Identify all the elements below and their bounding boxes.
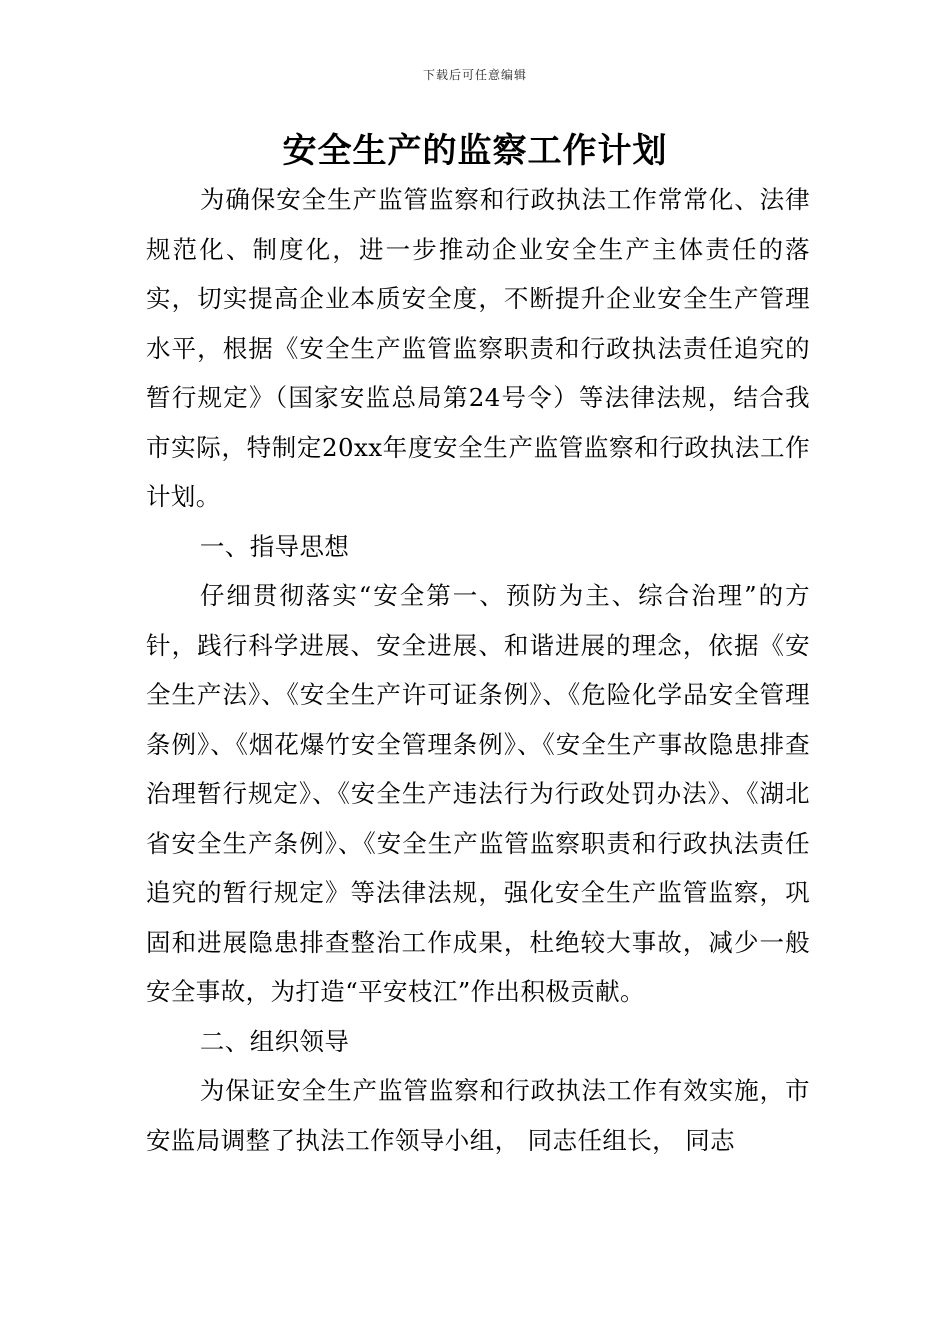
intro-paragraph: 为确保安全生产监管监察和行政执法工作常常化、法律规范化、制度化，进一步推动企业安全生产主体责任的落实，切实提高企业本质安全度，不断提升企业安全生产管理水平，根据《安全生产监管监察职责和行政执法责任追究的暂行规定》（国家安监总局第24号令）等法律法规，结合我市实际，特制定20xx年度安全生产监管监察和行政执法工作计划。: [146, 185, 810, 511]
section-heading-organization: 二、组织领导: [199, 1026, 350, 1056]
organization-paragraph: 为保证安全生产监管监察和行政执法工作有效实施，市安监局调整了执法工作领导小组， 同志任组长， 同志: [146, 1076, 810, 1155]
document-body: [146, 175, 810, 1165]
document-title: 安全生产的监察工作计划: [282, 131, 668, 171]
header-note: 下载后可任意编辑: [422, 68, 527, 82]
guiding-ideology-paragraph: 仔细贯彻落实“安全第一、预防为主、综合治理”的方针，践行科学进展、安全进展、和谐进展的理念，依据《安全生产法》、《安全生产许可证条例》、《危险化学品安全管理条例》、《烟花爆竹安全管理条例》、《安全生产事故隐患排查治理暂行规定》、《安全生产违法行为行政处罚办法》、《湖北省安全生产条例》、《安全生产监管监察职责和行政执法责任追究的暂行规定》等法律法规，强化安全生产监管监察，巩固和进展隐患排查整治工作成果，杜绝较大事故，减少一般安全事故，为打造“平安枝江”作出积极贡献。: [146, 581, 810, 1006]
section-heading-guiding-ideology: 一、指导思想: [199, 531, 350, 561]
